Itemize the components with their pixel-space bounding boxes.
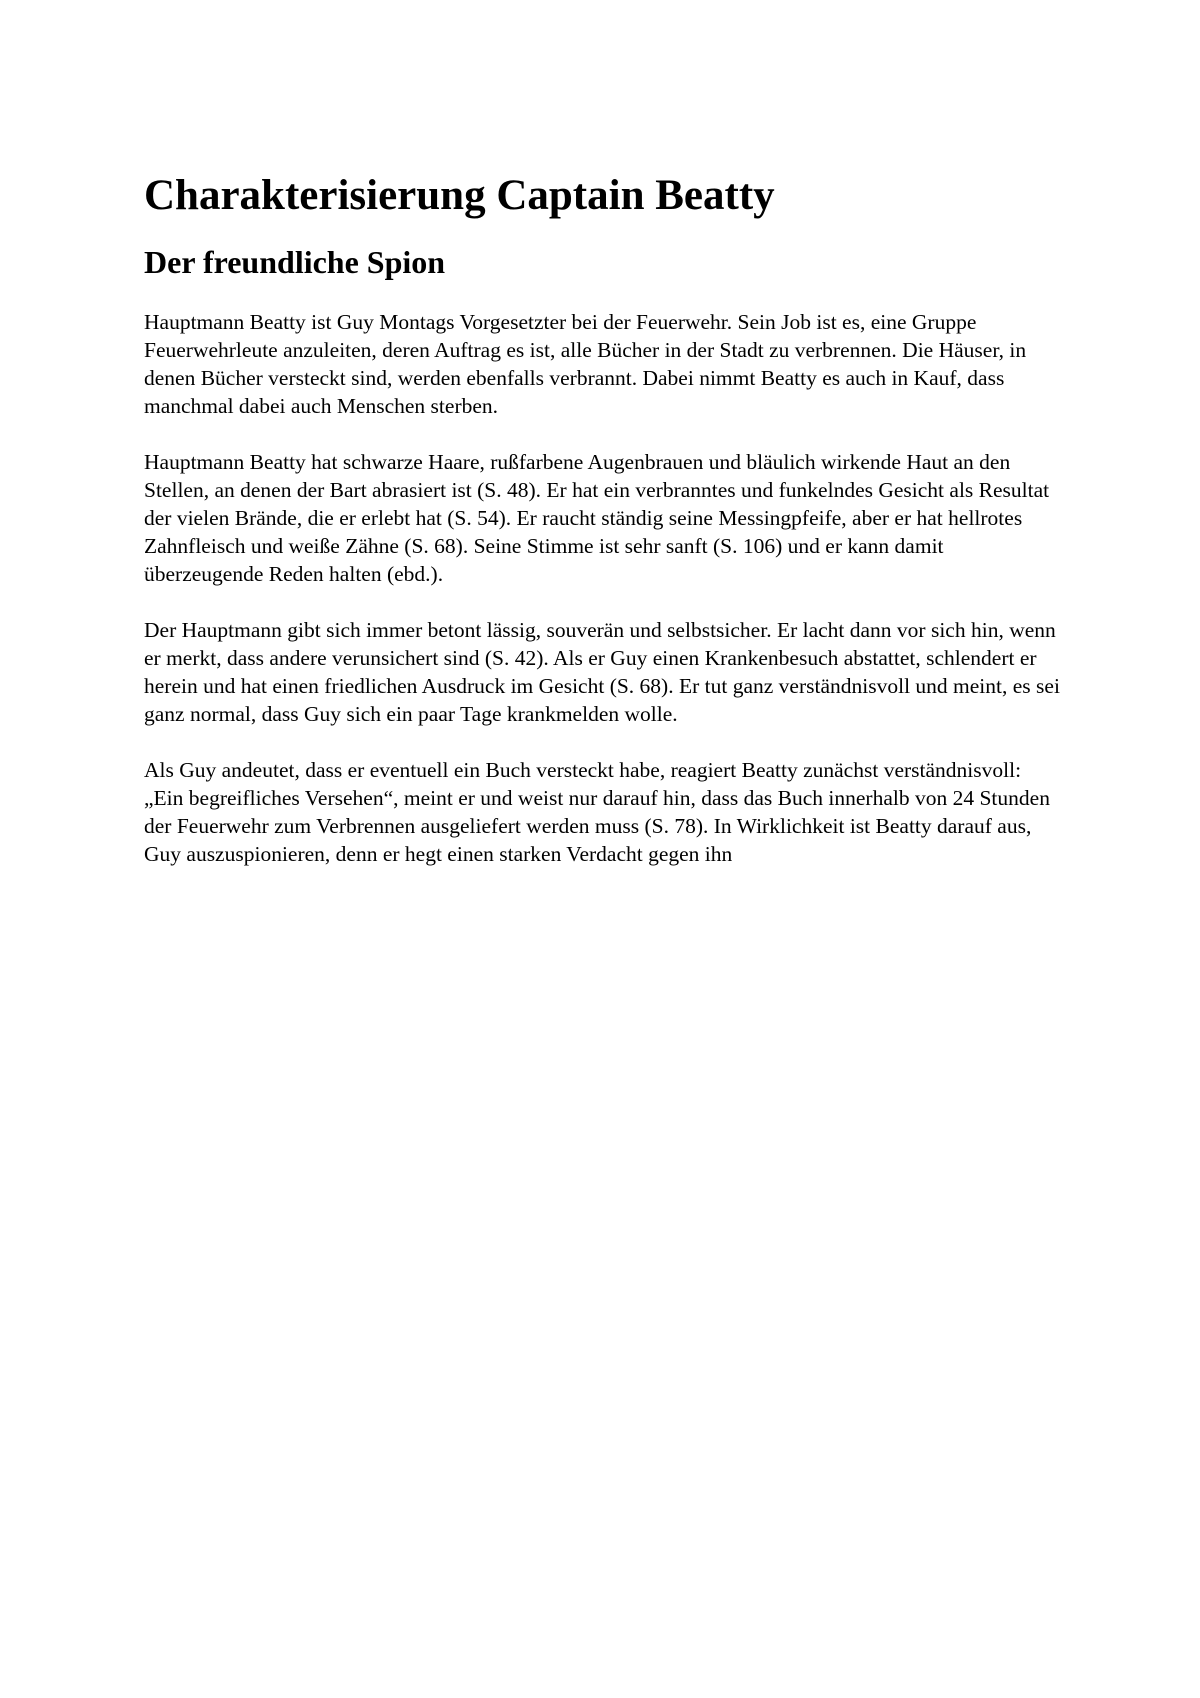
paragraph-2: Hauptmann Beatty hat schwarze Haare, rußfarbene Augenbrauen und bläulich wirkende Haut an den Stellen, an denen der Bart abrasiert ist (S. 48). Er hat ein verbranntes und funkelndes Gesicht als Resultat der vielen Brände, die er erlebt hat (S. 54). Er raucht ständig seine Messingpfeife, aber er hat hellrotes Zahnfleisch und weiße Zähne (S. 68). Seine Stimme ist sehr sanft (S. 106) und er kann damit überzeugende Reden halten (ebd.).	[144, 450, 1050, 586]
paragraph-3: Der Hauptmann gibt sich immer betont lässig, souverän und selbstsicher. Er lacht dann vor sich hin, wenn er merkt, dass andere verunsichert sind (S. 42). Als er Guy einen Krankenbesuch abstattet, schlendert er herein und hat einen friedlichen Ausdruck im Gesicht (S. 68). Er tut ganz verständnisvoll und meint, es sei ganz normal, dass Guy sich ein paar Tage krankmelden wolle.	[144, 618, 1060, 726]
document-subtitle: Der freundliche Spion	[144, 244, 446, 280]
paragraph-4: Als Guy andeutet, dass er eventuell ein Buch versteckt habe, reagiert Beatty zunächst verständnisvoll: „Ein begreifliches Versehen“, meint er und weist nur darauf hin, dass das Buch innerhalb von 24 Stunden der Feuerwehr zum Verbrennen ausgeliefert werden muss (S. 78). In Wirklichkeit ist Beatty darauf aus, Guy auszuspionieren, denn er hegt einen starken Verdacht gegen ihn	[144, 758, 1050, 866]
paragraph-1: Hauptmann Beatty ist Guy Montags Vorgesetzter bei der Feuerwehr. Sein Job ist es, eine Gruppe Feuerwehrleute anzuleiten, deren Auftrag es ist, alle Bücher in der Stadt zu verbrennen. Die Häuser, in denen Bücher versteckt sind, werden ebenfalls verbrannt. Dabei nimmt Beatty es auch in Kauf, dass manchmal dabei auch Menschen sterben.	[144, 310, 1027, 418]
document-title: Charakterisierung Captain Beatty	[144, 172, 775, 219]
document-body	[144, 170, 1064, 896]
